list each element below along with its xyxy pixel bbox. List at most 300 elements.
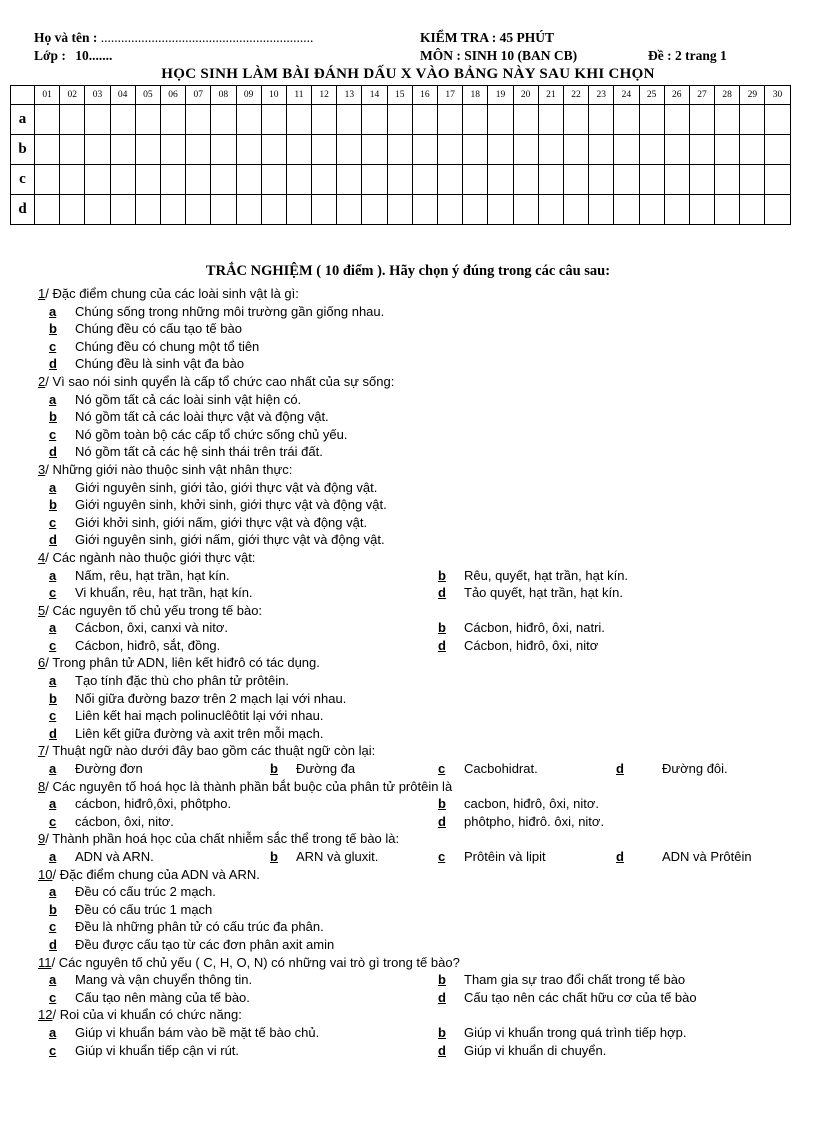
answer-cell[interactable] [261, 135, 286, 165]
answer-option[interactable] [438, 813, 604, 831]
answer-option[interactable] [38, 391, 808, 409]
answer-cell[interactable] [740, 105, 765, 135]
option-text: Đường đa [296, 761, 356, 777]
answer-cell[interactable] [160, 135, 185, 165]
option-text: Tảo quyết, hạt trần, hạt kín. [464, 585, 623, 601]
answer-option[interactable] [38, 338, 808, 356]
option-letter: d [438, 989, 446, 1005]
subject-line: MÔN : SINH 10 (BAN CB) [420, 48, 578, 63]
answer-option[interactable] [438, 584, 623, 602]
question-number: 10 [38, 866, 53, 882]
option-letter: a [49, 761, 57, 777]
option-letter: c [438, 761, 446, 777]
option-letter: c [49, 1042, 57, 1058]
answer-option[interactable] [38, 725, 808, 743]
option-text: Nó gồm tất cả các hệ sinh thái trên trái đất. [75, 444, 323, 460]
class-field[interactable] [34, 48, 112, 64]
answer-cell[interactable] [664, 165, 689, 195]
answer-cell[interactable] [563, 165, 588, 195]
option-text: cacbon, hiđrô, ôxi, nitơ. [464, 796, 599, 812]
option-letter: a [49, 1024, 57, 1040]
answer-cell[interactable] [160, 165, 185, 195]
grid-row [11, 165, 791, 195]
option-text: Mang và vận chuyển thông tin. [75, 972, 253, 988]
option-letter: d [616, 849, 624, 864]
answer-cell[interactable] [740, 135, 765, 165]
answer-cell[interactable] [765, 195, 790, 225]
answer-cell[interactable] [765, 135, 790, 165]
grid-col-header: 05 [135, 86, 160, 105]
grid-row-label: c [11, 165, 35, 195]
answer-cell[interactable] [337, 165, 362, 195]
option-text: Đường đôi. [662, 761, 728, 777]
answer-cell[interactable] [312, 165, 337, 195]
answer-option[interactable] [38, 496, 808, 514]
answer-cell[interactable] [85, 195, 110, 225]
answer-option[interactable] [438, 619, 605, 637]
answer-cell[interactable] [85, 165, 110, 195]
answer-cell[interactable] [412, 135, 437, 165]
answer-cell[interactable] [664, 135, 689, 165]
option-letter: c [49, 585, 57, 601]
answer-cell[interactable] [60, 195, 85, 225]
option-text: Đều có cấu trúc 2 mạch. [75, 884, 216, 900]
answer-option[interactable] [38, 514, 808, 532]
answer-option[interactable] [49, 567, 230, 585]
answer-option[interactable] [49, 795, 231, 813]
answer-cell[interactable] [412, 195, 437, 225]
option-letter: b [49, 690, 57, 706]
question-stem [38, 602, 808, 620]
question-stem [38, 461, 808, 479]
answer-cell[interactable] [186, 105, 211, 135]
option-letter: b [270, 849, 278, 864]
question-number: 2 [38, 373, 46, 389]
answer-cell[interactable] [639, 195, 664, 225]
option-letter: b [270, 761, 278, 777]
grid-col-header: 18 [463, 86, 488, 105]
grid-row-label: b [11, 135, 35, 165]
answer-cell[interactable] [110, 165, 135, 195]
grid-col-header: 15 [387, 86, 412, 105]
answer-option[interactable] [49, 971, 252, 989]
answer-cell[interactable] [312, 105, 337, 135]
answer-cell[interactable] [715, 165, 740, 195]
answer-option[interactable] [38, 320, 808, 338]
option-row [38, 989, 808, 1007]
answer-cell[interactable] [35, 195, 60, 225]
answer-cell[interactable] [639, 105, 664, 135]
option-letter: a [49, 972, 57, 988]
answer-cell[interactable] [740, 165, 765, 195]
grid-row [11, 105, 791, 135]
question-number: 12 [38, 1007, 53, 1023]
option-text: Cấu tạo nên màng của tế bào. [75, 989, 250, 1005]
answer-cell[interactable] [438, 165, 463, 195]
option-text: Giới nguyên sinh, khởi sinh, giới thực vật và động vật. [75, 497, 387, 513]
option-row [38, 637, 808, 655]
option-text: ADN và ARN. [75, 849, 154, 864]
answer-cell[interactable] [387, 165, 412, 195]
option-letter: d [49, 725, 57, 741]
grid-corner [11, 86, 35, 105]
answer-cell[interactable] [186, 165, 211, 195]
answer-option[interactable] [49, 1024, 319, 1042]
answer-option[interactable] [38, 531, 808, 549]
answer-option[interactable] [438, 1042, 606, 1060]
question-stem [38, 742, 808, 760]
option-letter: b [438, 972, 446, 988]
answer-option[interactable] [438, 1024, 686, 1042]
option-row [38, 1042, 808, 1060]
option-letter: d [616, 761, 624, 777]
section-title: TRẮC NGHIỆM ( 10 điểm ). Hãy chọn ý đúng trong các câu sau: [205, 263, 611, 279]
answer-cell[interactable] [589, 105, 614, 135]
answer-option[interactable] [438, 848, 546, 866]
answer-cell[interactable] [337, 195, 362, 225]
answer-cell[interactable] [614, 135, 639, 165]
answer-cell[interactable] [689, 195, 714, 225]
answer-cell[interactable] [35, 105, 60, 135]
answer-option[interactable] [270, 760, 355, 778]
answer-cell[interactable] [664, 105, 689, 135]
option-row [38, 813, 808, 831]
answer-cell[interactable] [563, 195, 588, 225]
answer-cell[interactable] [261, 195, 286, 225]
question-list [38, 285, 808, 1059]
answer-cell[interactable] [614, 105, 639, 135]
answer-option[interactable] [38, 303, 808, 321]
option-text: Cácbon, hiđrô, ôxi, natri. [464, 620, 605, 636]
answer-cell[interactable] [589, 195, 614, 225]
answer-cell[interactable] [765, 165, 790, 195]
answer-option[interactable] [49, 637, 220, 655]
option-text: Nó gồm tất cả các loài sinh vật hiện có. [75, 391, 302, 407]
grid-col-header: 11 [286, 86, 311, 105]
answer-option[interactable] [616, 848, 752, 866]
answer-cell[interactable] [211, 165, 236, 195]
grid-col-header: 04 [110, 86, 135, 105]
answer-option[interactable] [38, 901, 808, 919]
answer-option[interactable] [38, 426, 808, 444]
answer-cell[interactable] [362, 195, 387, 225]
answer-option[interactable] [438, 971, 685, 989]
answer-cell[interactable] [412, 105, 437, 135]
answer-cell[interactable] [60, 165, 85, 195]
grid-row-label: d [11, 195, 35, 225]
answer-cell[interactable] [689, 165, 714, 195]
answer-cell[interactable] [765, 105, 790, 135]
answer-cell[interactable] [286, 135, 311, 165]
answer-cell[interactable] [211, 105, 236, 135]
answer-cell[interactable] [362, 105, 387, 135]
option-text: Giúp vi khuẩn trong quá trình tiếp hợp. [464, 1024, 687, 1040]
option-text: Vi khuẩn, rêu, hạt trần, hạt kín. [75, 585, 253, 601]
answer-option[interactable] [38, 690, 808, 708]
option-letter: c [49, 919, 57, 935]
answer-cell[interactable] [463, 135, 488, 165]
grid-col-header: 20 [513, 86, 538, 105]
option-letter: a [49, 673, 57, 689]
answer-option[interactable] [49, 813, 174, 831]
option-letter: a [49, 796, 57, 812]
answer-cell[interactable] [236, 195, 261, 225]
answer-cell[interactable] [589, 165, 614, 195]
answer-option[interactable] [38, 479, 808, 497]
option-row [38, 1024, 808, 1042]
answer-option[interactable] [38, 936, 808, 954]
answer-option[interactable] [38, 707, 808, 725]
answer-cell[interactable] [438, 195, 463, 225]
question-stem [38, 373, 808, 391]
answer-cell[interactable] [387, 105, 412, 135]
option-letter: b [438, 620, 446, 636]
option-text: Giúp vi khuẩn bám vào bề mặt tế bào chủ. [75, 1024, 320, 1040]
answer-cell[interactable] [60, 135, 85, 165]
question-number: 8 [38, 778, 46, 794]
answer-cell[interactable] [286, 195, 311, 225]
question-text: / Các nguyên tố chủ yếu ( C, H, O, N) có những vai trò gì trong tế bào? [51, 954, 460, 970]
answer-cell[interactable] [110, 195, 135, 225]
answer-option[interactable] [270, 848, 378, 866]
answer-cell[interactable] [639, 135, 664, 165]
answer-option[interactable] [38, 672, 808, 690]
question-stem [38, 1006, 808, 1024]
answer-grid [10, 85, 791, 225]
exam-code: Đề : 2 trang 1 [648, 48, 727, 63]
option-text: ARN và gluxit. [296, 849, 379, 864]
answer-cell[interactable] [438, 105, 463, 135]
answer-cell[interactable] [135, 165, 160, 195]
answer-cell[interactable] [35, 135, 60, 165]
answer-cell[interactable] [740, 195, 765, 225]
question-text: / Các nguyên tố chủ yếu trong tế bào: [45, 602, 263, 618]
answer-cell[interactable] [286, 165, 311, 195]
option-letter: a [49, 567, 57, 583]
answer-cell[interactable] [236, 105, 261, 135]
grid-col-header: 13 [337, 86, 362, 105]
option-row [38, 584, 808, 602]
answer-cell[interactable] [614, 195, 639, 225]
option-letter: d [49, 444, 57, 460]
question-stem [38, 954, 808, 972]
answer-cell[interactable] [261, 105, 286, 135]
option-letter: d [49, 356, 57, 372]
answer-cell[interactable] [463, 165, 488, 195]
answer-cell[interactable] [236, 165, 261, 195]
answer-cell[interactable] [135, 105, 160, 135]
answer-cell[interactable] [110, 135, 135, 165]
answer-option[interactable] [38, 408, 808, 426]
answer-option[interactable] [616, 760, 728, 778]
answer-cell[interactable] [513, 165, 538, 195]
answer-cell[interactable] [689, 105, 714, 135]
answer-cell[interactable] [60, 105, 85, 135]
grid-col-header: 30 [765, 86, 790, 105]
grid-col-header: 29 [740, 86, 765, 105]
answer-option[interactable] [38, 918, 808, 936]
answer-option[interactable] [38, 355, 808, 373]
instruction-banner: HỌC SINH LÀM BÀI ĐÁNH DẤU X VÀO BẢNG NÀY SAU KHI CHỌN [161, 66, 655, 82]
answer-cell[interactable] [337, 135, 362, 165]
option-letter: b [49, 409, 57, 425]
answer-cell[interactable] [387, 195, 412, 225]
answer-cell[interactable] [463, 105, 488, 135]
option-text: ADN và Prôtêin [662, 849, 752, 864]
option-letter: b [49, 901, 57, 917]
answer-cell[interactable] [689, 135, 714, 165]
option-text: Nó gồm toàn bộ các cấp tổ chức sống chủ yếu. [75, 426, 348, 442]
answer-cell[interactable] [412, 165, 437, 195]
question-number: 6 [38, 655, 46, 671]
answer-option[interactable] [49, 989, 250, 1007]
answer-cell[interactable] [538, 195, 563, 225]
answer-cell[interactable] [135, 195, 160, 225]
grid-col-header: 28 [715, 86, 740, 105]
option-letter: d [438, 1042, 446, 1058]
question-text: / Vì sao nói sinh quyển là cấp tổ chức cao nhất của sự sống: [45, 373, 395, 389]
answer-cell[interactable] [211, 195, 236, 225]
option-letter: b [49, 321, 57, 337]
option-letter: c [49, 426, 57, 442]
answer-cell[interactable] [312, 195, 337, 225]
answer-cell[interactable] [160, 195, 185, 225]
grid-row [11, 135, 791, 165]
option-text: cácbon, ôxi, nitơ. [75, 813, 174, 829]
answer-cell[interactable] [614, 165, 639, 195]
option-text: Đều có cấu trúc 1 mạch [75, 901, 213, 917]
question-stem [38, 654, 808, 672]
answer-cell[interactable] [538, 135, 563, 165]
answer-cell[interactable] [186, 135, 211, 165]
answer-cell[interactable] [488, 165, 513, 195]
option-row [38, 619, 808, 637]
answer-cell[interactable] [563, 135, 588, 165]
option-letter: c [49, 708, 57, 724]
answer-cell[interactable] [85, 135, 110, 165]
grid-col-header: 25 [639, 86, 664, 105]
option-row [38, 971, 808, 989]
question-text: / Thuật ngữ nào dưới đây bao gồm các thuật ngữ còn lại: [45, 743, 376, 759]
answer-cell[interactable] [513, 195, 538, 225]
grid-col-header: 01 [35, 86, 60, 105]
answer-cell[interactable] [589, 135, 614, 165]
answer-cell[interactable] [387, 135, 412, 165]
answer-cell[interactable] [135, 135, 160, 165]
answer-option[interactable] [438, 989, 697, 1007]
option-text: Giới khởi sinh, giới nấm, giới thực vật và động vật. [75, 514, 368, 530]
question-text: / Các ngành nào thuộc giới thực vật: [45, 549, 256, 565]
option-text: Nó gồm tất cả các loài thực vật và động vật. [75, 409, 329, 425]
answer-cell[interactable] [110, 105, 135, 135]
option-letter: c [438, 849, 446, 864]
grid-col-header: 27 [689, 86, 714, 105]
answer-option[interactable] [38, 883, 808, 901]
answer-option[interactable] [49, 1042, 239, 1060]
option-text: phôtpho, hiđrô. ôxi, nitơ. [464, 813, 605, 829]
option-row [38, 760, 808, 778]
answer-cell[interactable] [513, 105, 538, 135]
grid-col-header: 21 [538, 86, 563, 105]
answer-cell[interactable] [261, 165, 286, 195]
option-row [38, 567, 808, 585]
grid-col-header: 08 [211, 86, 236, 105]
option-letter: a [49, 303, 57, 319]
question-stem [38, 830, 808, 848]
answer-option[interactable] [38, 443, 808, 461]
answer-cell[interactable] [488, 105, 513, 135]
option-letter: a [49, 884, 57, 900]
option-text: Cácbon, hiđrô, ôxi, nitơ [464, 637, 599, 653]
answer-cell[interactable] [563, 105, 588, 135]
answer-option[interactable] [438, 567, 628, 585]
grid-col-header: 19 [488, 86, 513, 105]
option-letter: b [49, 497, 57, 513]
answer-cell[interactable] [538, 165, 563, 195]
option-letter: c [49, 637, 57, 653]
grid-col-header: 23 [589, 86, 614, 105]
question-stem [38, 778, 808, 796]
answer-cell[interactable] [35, 165, 60, 195]
answer-cell[interactable] [715, 135, 740, 165]
option-text: Đều là những phân tử có cấu trúc đa phân. [75, 919, 324, 935]
answer-cell[interactable] [715, 195, 740, 225]
answer-cell[interactable] [715, 105, 740, 135]
answer-cell[interactable] [488, 135, 513, 165]
answer-cell[interactable] [312, 135, 337, 165]
name-field[interactable] [34, 30, 313, 46]
grid-row [11, 195, 791, 225]
answer-cell[interactable] [639, 165, 664, 195]
question-text: / Những giới nào thuộc sinh vật nhân thực: [45, 461, 293, 477]
answer-cell[interactable] [664, 195, 689, 225]
question-number: 4 [38, 549, 46, 565]
option-letter: d [438, 637, 446, 653]
answer-cell[interactable] [463, 195, 488, 225]
answer-option[interactable] [438, 795, 599, 813]
answer-cell[interactable] [337, 105, 362, 135]
answer-cell[interactable] [186, 195, 211, 225]
option-text: Liên kết hai mạch polinuclêôtit lại với nhau. [75, 708, 324, 724]
answer-option[interactable] [49, 584, 253, 602]
answer-option[interactable] [49, 848, 154, 866]
answer-option[interactable] [49, 760, 143, 778]
answer-cell[interactable] [211, 135, 236, 165]
question-text: / Các nguyên tố hoá học là thành phần bắt buộc của phân tử prôtêin là [45, 778, 453, 794]
answer-cell[interactable] [362, 135, 387, 165]
question-text: / Trong phân tử ADN, liên kết hiđrô có tác dụng. [45, 655, 320, 671]
answer-option[interactable] [438, 637, 598, 655]
answer-cell[interactable] [488, 195, 513, 225]
answer-option[interactable] [49, 619, 228, 637]
answer-cell[interactable] [286, 105, 311, 135]
grid-col-header: 03 [85, 86, 110, 105]
answer-cell[interactable] [236, 135, 261, 165]
answer-cell[interactable] [362, 165, 387, 195]
answer-cell[interactable] [438, 135, 463, 165]
answer-cell[interactable] [513, 135, 538, 165]
grid-col-header: 17 [438, 86, 463, 105]
option-letter: c [49, 813, 57, 829]
answer-option[interactable] [438, 760, 538, 778]
answer-cell[interactable] [160, 105, 185, 135]
grid-col-header: 09 [236, 86, 261, 105]
answer-cell[interactable] [538, 105, 563, 135]
answer-cell[interactable] [85, 105, 110, 135]
question-text: / Roi của vi khuẩn có chức năng: [52, 1007, 242, 1023]
option-text: Tạo tính đặc thù cho phân tử prôtêin. [75, 673, 289, 689]
question-text: / Thành phần hoá học của chất nhiễm sắc thể trong tế bào là: [45, 831, 400, 847]
